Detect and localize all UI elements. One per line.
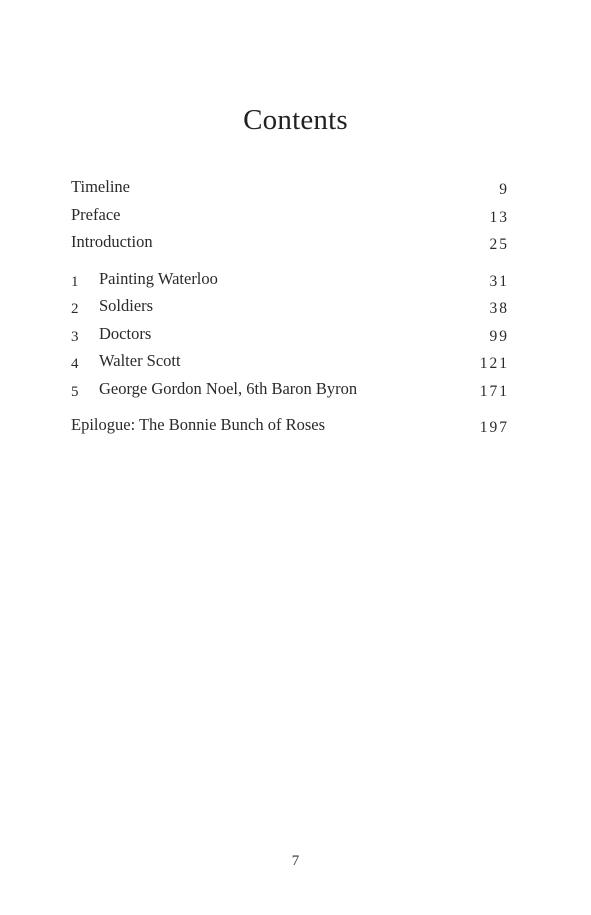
toc-entry-page-number: 171 xyxy=(479,383,509,400)
chapter-number: 5 xyxy=(71,384,79,400)
toc-chapter-3[interactable] xyxy=(71,322,509,346)
toc-entry-label: Soldiers xyxy=(99,296,154,315)
toc-entry-preface[interactable] xyxy=(71,203,509,227)
toc-entry-label: George Gordon Noel, 6th Baron Byron xyxy=(99,379,358,398)
toc-entry-page-number: 25 xyxy=(489,236,509,253)
toc-entry-label: Timeline xyxy=(71,177,130,196)
toc-entry-page-number: 99 xyxy=(489,328,509,345)
toc-chapter-2[interactable] xyxy=(71,294,509,318)
toc-entry-label: Introduction xyxy=(71,232,153,251)
toc-entry-introduction[interactable] xyxy=(71,230,509,254)
toc-chapter-1[interactable] xyxy=(71,267,509,291)
toc-entry-label: Epilogue: The Bonnie Bunch of Roses xyxy=(71,415,326,434)
page-number-footer: 7 xyxy=(291,853,300,869)
toc-chapter-5[interactable] xyxy=(71,377,509,401)
toc-chapter-4[interactable] xyxy=(71,349,509,373)
toc-entry-epilogue[interactable] xyxy=(71,413,509,437)
chapter-number: 1 xyxy=(71,274,79,290)
toc-entry-label: Walter Scott xyxy=(99,351,181,370)
toc-entry-page-number: 13 xyxy=(489,209,509,226)
toc-entry-page-number: 9 xyxy=(499,181,509,198)
chapter-number: 4 xyxy=(71,356,79,372)
toc-entry-label: Painting Waterloo xyxy=(99,269,218,288)
toc-entry-page-number: 121 xyxy=(479,355,509,372)
toc-entry-timeline[interactable] xyxy=(71,175,509,199)
chapter-number: 3 xyxy=(71,329,79,345)
toc-entry-page-number: 197 xyxy=(479,419,509,436)
toc-entry-page-number: 31 xyxy=(489,273,509,290)
toc-entry-label: Doctors xyxy=(99,324,152,343)
toc-entry-label: Preface xyxy=(71,205,121,224)
toc-entry-page-number: 38 xyxy=(489,300,509,317)
page-title: Contents xyxy=(243,104,348,136)
chapter-number: 2 xyxy=(71,301,79,317)
